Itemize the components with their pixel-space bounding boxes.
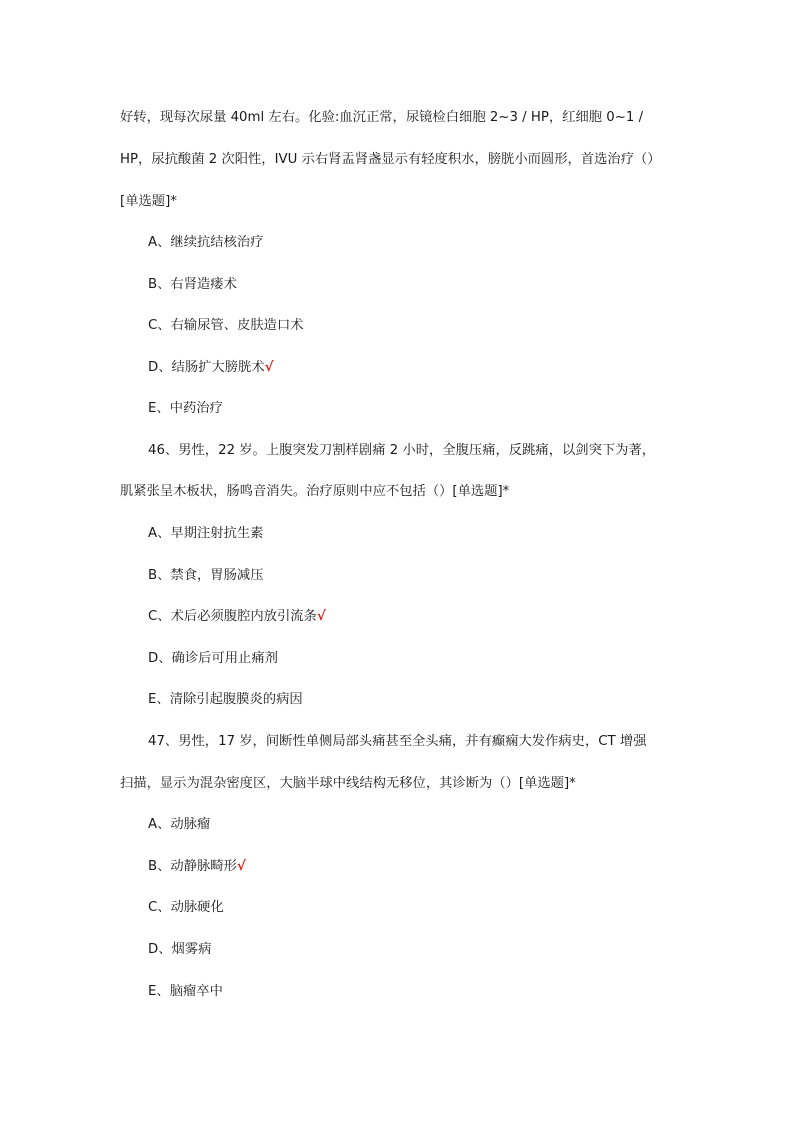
option-text: C、右输尿管、皮肤造口术: [148, 318, 304, 333]
q46-text-line-2: 肌紧张呈木板状，肠鸣音消失。治疗原则中应不包括（）[单选题]*: [120, 484, 510, 499]
option-text: D、结肠扩大膀胱术: [148, 360, 265, 375]
q46-option-e: [148, 690, 708, 710]
q45-text-line-1: 好转，现每次尿量 40ml 左右。化验:血沉正常，尿镜检白细胞 2~3 / HP，红细胞 0~1 /: [120, 110, 644, 125]
option-text: B、右肾造瘘术: [148, 277, 237, 292]
option-text: B、动静脉畸形: [148, 859, 237, 874]
q47-text-line-1: 47、男性，17 岁，间断性单侧局部头痛甚至全头痛，并有癫痫大发作病史，CT 增强: [148, 734, 647, 749]
q46-option-c: [148, 607, 708, 627]
option-text: A、继续抗结核治疗: [148, 235, 264, 250]
q46-text-line-1: 46、男性，22 岁。上腹突发刀割样剧痛 2 小时，全腹压痛，反跳痛，以剑突下为著，: [148, 443, 656, 458]
q45-text-line-2: HP，尿抗酸菌 2 次阳性，IVU 示右肾盂肾盏显示有轻度积水，膀胱小而圆形，首选治疗（）: [120, 152, 661, 167]
q47-text-line-2: 扫描，显示为混杂密度区，大脑半球中线结构无移位，其诊断为（）[单选题]*: [120, 776, 576, 791]
q46-option-a: [148, 524, 708, 544]
option-text: C、术后必须腹腔内放引流条: [148, 609, 317, 624]
correct-check-mark: √: [264, 360, 274, 375]
option-text: A、动脉瘤: [148, 817, 211, 832]
option-text: A、早期注射抗生素: [148, 526, 264, 541]
option-text: D、烟雾病: [148, 942, 212, 957]
q46-option-b: [148, 566, 708, 586]
q47-option-c: [148, 898, 708, 918]
option-text: C、动脉硬化: [148, 900, 224, 915]
q47-option-a: [148, 815, 708, 835]
option-text: E、脑瘤卒中: [148, 984, 223, 999]
q45-option-b: [148, 275, 708, 295]
q47-option-e: [148, 982, 708, 1002]
q47-option-b: [148, 857, 708, 877]
option-text: B、禁食，胃肠减压: [148, 568, 264, 583]
option-text: E、中药治疗: [148, 401, 223, 416]
correct-check-mark: √: [236, 859, 246, 874]
q46-option-d: [148, 649, 708, 669]
q45-option-d: [148, 358, 708, 378]
option-text: E、清除引起腹膜炎的病因: [148, 692, 303, 707]
q45-option-c: [148, 316, 708, 336]
q47-option-d: [148, 940, 708, 960]
q45-option-a: [148, 233, 708, 253]
q45-text-line-3: [单选题]*: [120, 194, 177, 209]
option-text: D、确诊后可用止痛剂: [148, 651, 278, 666]
correct-check-mark: √: [316, 609, 326, 624]
q45-option-e: [148, 399, 708, 419]
